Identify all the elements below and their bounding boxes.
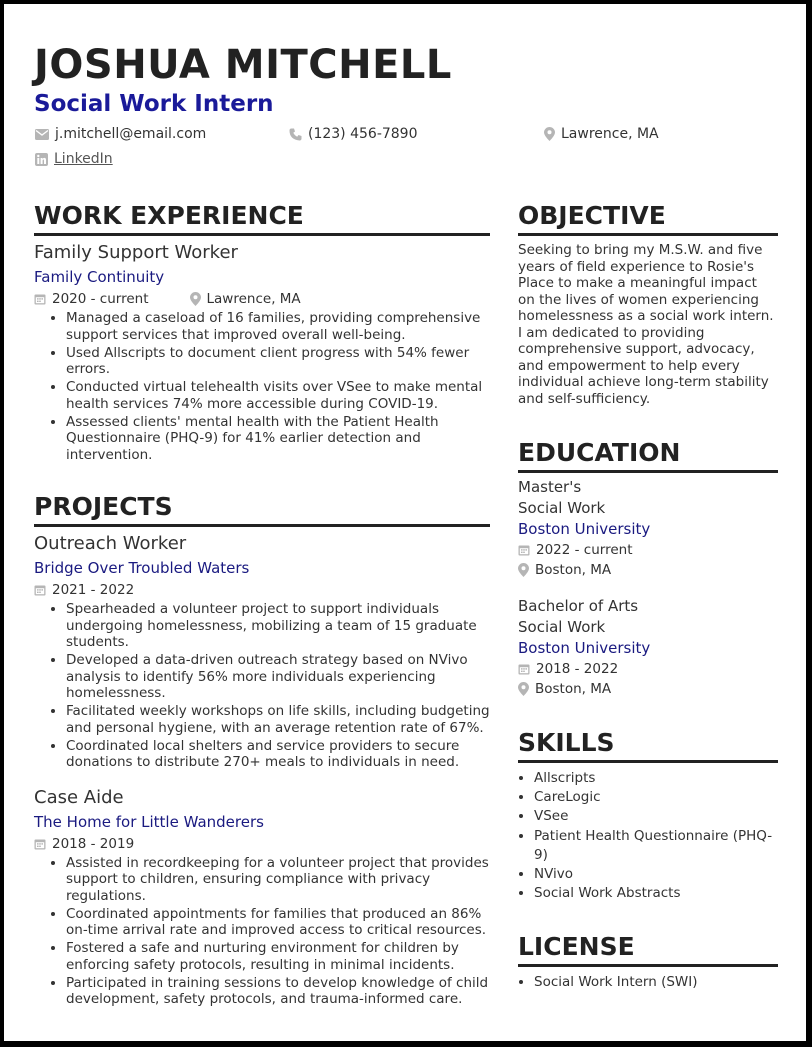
- left-column: [34, 200, 490, 1009]
- education-dates-text: 2018 - 2022: [536, 661, 619, 677]
- project-dates: [34, 581, 134, 599]
- project-meta: [34, 581, 490, 599]
- project-title: Outreach Worker: [34, 533, 187, 554]
- job-title: Family Support Worker: [34, 242, 238, 263]
- contact-phone: [289, 125, 418, 143]
- education-dates: [518, 540, 778, 560]
- calendar-icon: [518, 663, 530, 675]
- list-item: • Managed a caseload of 16 families, providing comprehensive support services that improved overall well-being.: [66, 310, 490, 343]
- list-item: • Social Work Abstracts: [534, 884, 778, 903]
- list-item: • VSee: [534, 807, 778, 826]
- right-column: [518, 200, 778, 993]
- list-item: • Allscripts: [534, 769, 778, 788]
- education-dates-text: 2022 - current: [536, 542, 633, 558]
- list-item: • Coordinated appointments for families that produced an 86% on-time arrival rate and improved access to critical resources.: [66, 906, 490, 939]
- envelope-icon: [35, 129, 49, 140]
- job-location: [190, 290, 301, 308]
- list-item: • Participated in training sessions to develop knowledge of child development, safety protocols, and trauma-informed care.: [66, 975, 490, 1008]
- list-item: • Fostered a safe and nurturing environment for children by enforcing safety protocols, resulting in minimal incidents.: [66, 940, 490, 973]
- objective-text: Seeking to bring my M.S.W. and five years of field experience to Rosie's Place to make a meaningful impact on the lives of women experiencing homelessness as a social work intern. I am dedicated to providing comprehensive support, advocacy, and empowerment to help every individual achieve long-term stability and self-sufficiency.: [518, 242, 774, 407]
- list-item: • CareLogic: [534, 788, 778, 807]
- education-heading: EDUCATION: [518, 437, 778, 473]
- school: Boston University: [518, 520, 651, 538]
- education-location: [518, 560, 778, 580]
- project-entry: [34, 533, 490, 771]
- linkedin-icon: [35, 153, 48, 166]
- map-pin-icon: [544, 127, 555, 141]
- calendar-icon: [34, 293, 46, 305]
- project-org: Bridge Over Troubled Waters: [34, 559, 250, 577]
- work-experience-heading: WORK EXPERIENCE: [34, 200, 490, 236]
- list-item: • Assisted in recordkeeping for a volunteer project that provides support to children, ensuring compliance with privacy regulations.: [66, 855, 490, 905]
- map-pin-icon: [518, 563, 529, 577]
- education-dates: [518, 659, 778, 679]
- candidate-role: Social Work Intern: [34, 91, 274, 117]
- location-text: Lawrence, MA: [561, 126, 659, 142]
- education-location-text: Boston, MA: [535, 681, 612, 697]
- job-location-text: Lawrence, MA: [206, 291, 301, 307]
- employer: Family Continuity: [34, 268, 165, 286]
- project-dates: [34, 835, 134, 853]
- job-meta: [34, 290, 490, 308]
- calendar-icon: [518, 544, 530, 556]
- contact-email: [35, 125, 206, 143]
- project-dates-text: 2021 - 2022: [52, 582, 135, 598]
- calendar-icon: [34, 584, 46, 596]
- project-dates-text: 2018 - 2019: [52, 835, 135, 852]
- list-item: • Used Allscripts to document client progress with 54% fewer errors.: [66, 345, 490, 378]
- skills-heading: SKILLS: [518, 727, 778, 763]
- job-bullets: [34, 310, 490, 463]
- objective-heading: OBJECTIVE: [518, 200, 778, 236]
- map-pin-icon: [190, 292, 201, 306]
- list-item: • Assessed clients' mental health with the Patient Health Questionnaire (PHQ-9) for 41% earlier detection and intervention.: [66, 414, 490, 464]
- projects-heading: PROJECTS: [34, 491, 490, 527]
- degree: Bachelor of Arts: [518, 597, 639, 615]
- education-location-text: Boston, MA: [535, 562, 612, 578]
- phone-text: (123) 456-7890: [308, 126, 418, 142]
- list-item: • Conducted virtual telehealth visits over VSee to make mental health services 74% more accessible during COVID-19.: [66, 379, 490, 412]
- list-item: • Social Work Intern (SWI): [534, 973, 778, 992]
- license-heading: LICENSE: [518, 931, 778, 967]
- candidate-name: JOSHUA MITCHELL: [34, 42, 452, 88]
- linkedin-link[interactable]: LinkedIn: [54, 151, 113, 167]
- contact-linkedin: [35, 150, 113, 168]
- list-item: • Coordinated local shelters and service providers to secure donations to distribute 270+ meals to individuals in need.: [66, 738, 490, 771]
- work-entry: [34, 242, 490, 463]
- phone-icon: [289, 128, 302, 141]
- project-org: The Home for Little Wanderers: [34, 812, 264, 831]
- list-item: • Facilitated weekly workshops on life skills, including budgeting and personal hygiene, with an average retention rate of 67%.: [66, 703, 490, 736]
- school: Boston University: [518, 639, 651, 657]
- education-entry: [518, 477, 778, 580]
- license-list: [518, 973, 778, 992]
- field-of-study: Social Work: [518, 499, 606, 517]
- map-pin-icon: [518, 682, 529, 696]
- calendar-icon: [34, 838, 46, 850]
- job-dates-text: 2020 - current: [52, 291, 149, 307]
- skills-list: [518, 769, 778, 903]
- list-item: • Patient Health Questionnaire (PHQ-9): [534, 827, 778, 865]
- project-bullets: [34, 855, 490, 1008]
- project-entry: [34, 787, 490, 1008]
- education-location: [518, 679, 778, 699]
- list-item: • Spearheaded a volunteer project to support individuals undergoing homelessness, mobilizing a team of 15 graduate students.: [66, 601, 490, 651]
- education-entry: [518, 596, 778, 699]
- project-title: Case Aide: [34, 786, 124, 808]
- contact-location: [544, 125, 659, 143]
- project-bullets: [34, 601, 490, 771]
- job-dates: [34, 290, 149, 308]
- resume-page: [4, 4, 806, 1041]
- project-meta: [34, 835, 490, 853]
- list-item: • Developed a data-driven outreach strategy based on NVivo analysis to identify 56% more individuals experiencing homelessness.: [66, 652, 490, 702]
- list-item: • NVivo: [534, 865, 778, 884]
- field-of-study: Social Work: [518, 618, 606, 636]
- degree: Master's: [518, 478, 582, 496]
- email-text[interactable]: j.mitchell@email.com: [55, 126, 207, 142]
